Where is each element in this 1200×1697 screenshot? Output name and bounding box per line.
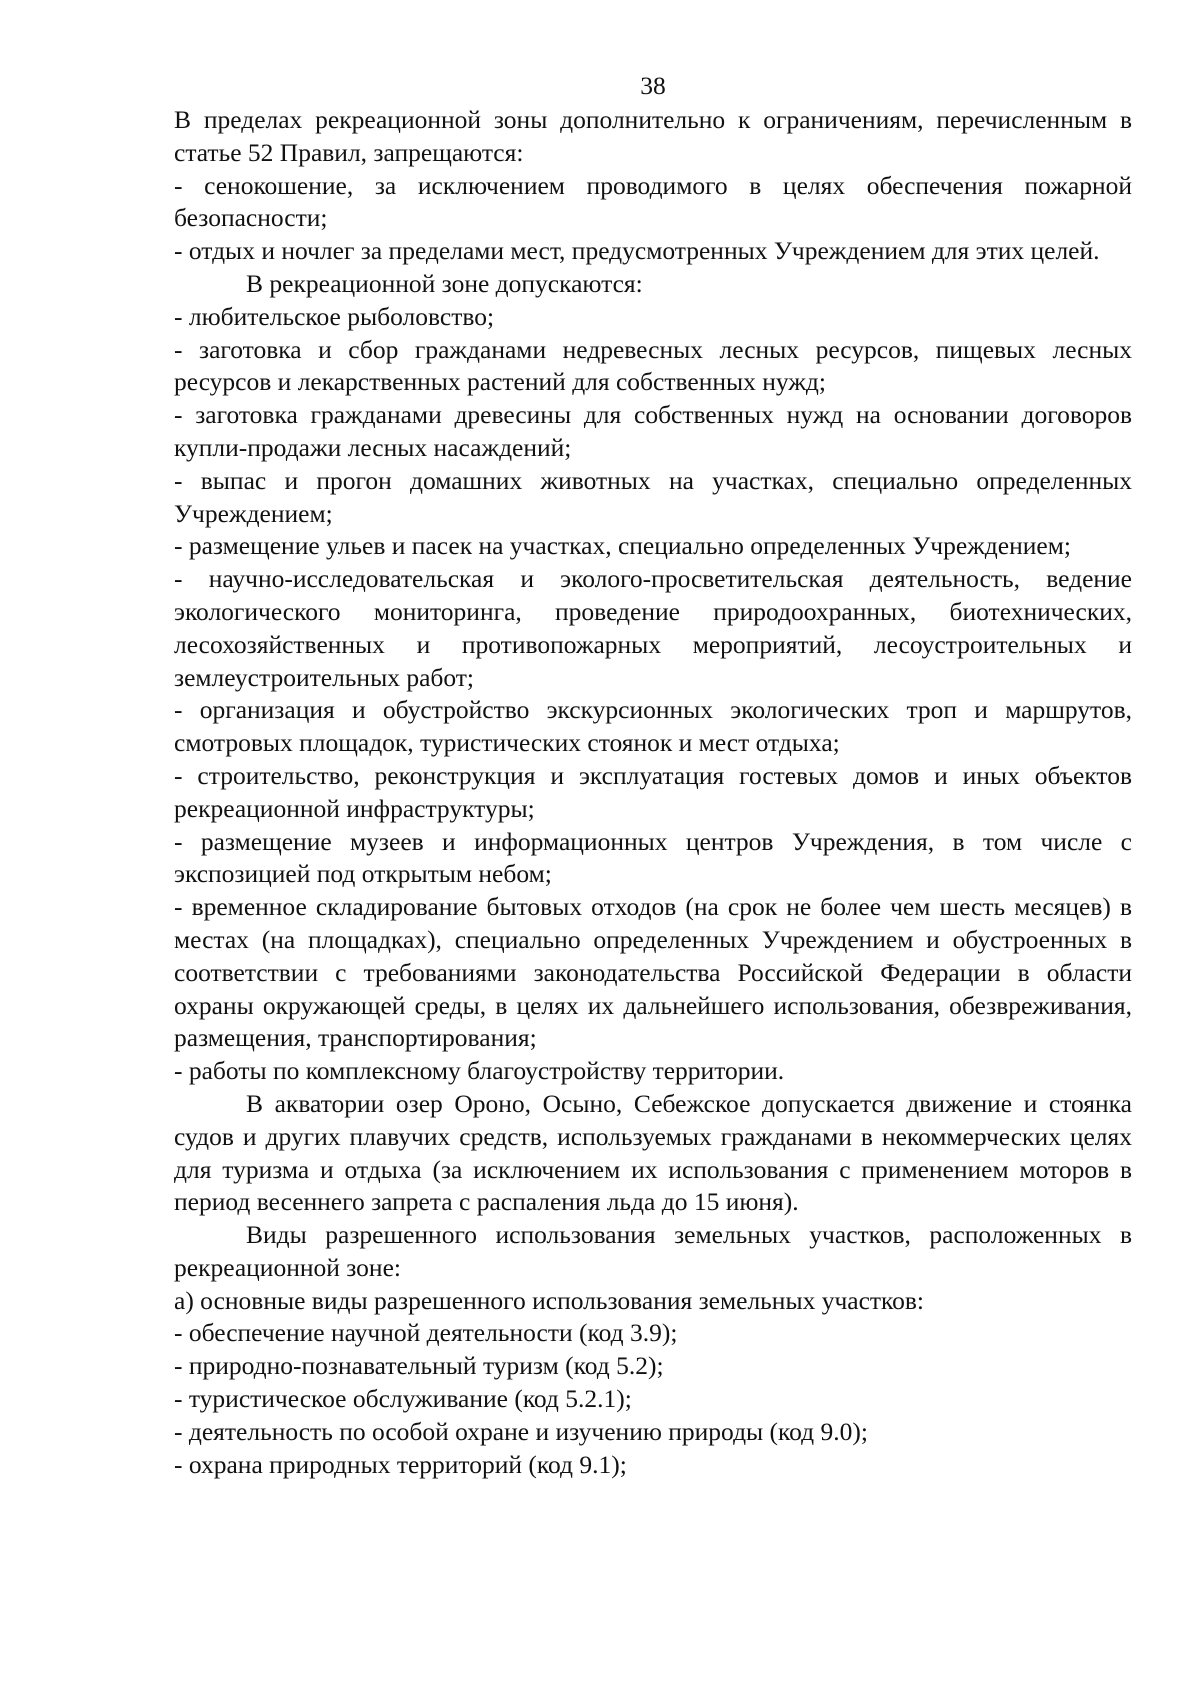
paragraph: В пределах рекреационной зоны дополнительно к ограничениям, перечисленным в статье 52 Правил, запрещаются: — [174, 105, 1132, 167]
paragraph: а) основные виды разрешенного использования земельных участков: — [174, 1285, 925, 1315]
paragraph: - обеспечение научной деятельности (код 3.9); — [174, 1318, 678, 1348]
document-body — [174, 104, 1132, 1481]
paragraph: - деятельность по особой охране и изучению природы (код 9.0); — [174, 1416, 868, 1446]
paragraph: - заготовка гражданами древесины для собственных нужд на основании договоров купли-продажи лесных насаждений; — [174, 400, 1132, 462]
paragraph: - охрана природных территорий (код 9.1); — [174, 1449, 627, 1479]
paragraph: - строительство, реконструкция и эксплуатация гостевых домов и иных объектов рекреационной инфраструктуры; — [174, 760, 1132, 823]
page-number: 38 — [640, 71, 666, 100]
paragraph: - временное складирование бытовых отходов (на срок не более чем шесть месяцев) в местах (на площадках), специально определенных Учреждением и обустроенных в соответствии с требованиями законодательства Российской Федерации в области охраны окружающей среды, в целях их дальнейшего использования, обезвреживания, размещения, транспортирования; — [174, 892, 1132, 1053]
paragraph: - любительское рыболовство; — [174, 301, 495, 331]
paragraph: - заготовка и сбор гражданами недревесных лесных ресурсов, пищевых лесных ресурсов и лекарственных растений для собственных нужд; — [174, 334, 1132, 397]
paragraph: - работы по комплексному благоустройству территории. — [174, 1056, 785, 1086]
paragraph: В акватории озер Ороно, Осыно, Себежское допускается движение и стоянка судов и других плавучих средств, используемых гражданами в некоммерческих целях для туризма и отдыха (за исключением их использования с применением моторов в период весеннего запрета с распаления льда до 15 июня). — [174, 1088, 1132, 1217]
paragraph: - размещение музеев и информационных центров Учреждения, в том числе с экспозицией под открытым небом; — [174, 826, 1132, 889]
paragraph: В рекреационной зоне допускаются: — [246, 268, 643, 298]
paragraph: - организация и обустройство экскурсионных экологических троп и маршрутов, смотровых площадок, туристических стоянок и мест отдыха; — [174, 695, 1132, 758]
paragraph: - выпас и прогон домашних животных на участках, специально определенных Учреждением; — [174, 465, 1132, 528]
paragraph: - сенокошение, за исключением проводимого в целях обеспечения пожарной безопасности; — [174, 170, 1132, 233]
paragraph: Виды разрешенного использования земельных участков, расположенных в рекреационной зоне: — [174, 1220, 1132, 1282]
paragraph: - научно-исследовательская и эколого-просветительская деятельность, ведение экологического мониторинга, проведение природоохранных, биотехнических, лесохозяйственных и противопожарных мероприятий, лесоустроительных и землеустроительных работ; — [174, 564, 1132, 692]
paragraph: - природно-познавательный туризм (код 5.2); — [174, 1351, 664, 1381]
document-page — [174, 70, 1132, 1481]
paragraph: - туристическое обслуживание (код 5.2.1); — [174, 1384, 632, 1414]
paragraph: - отдых и ночлег за пределами мест, предусмотренных Учреждением для этих целей. — [174, 236, 1100, 266]
paragraph: - размещение ульев и пасек на участках, специально определенных Учреждением; — [174, 531, 1071, 561]
